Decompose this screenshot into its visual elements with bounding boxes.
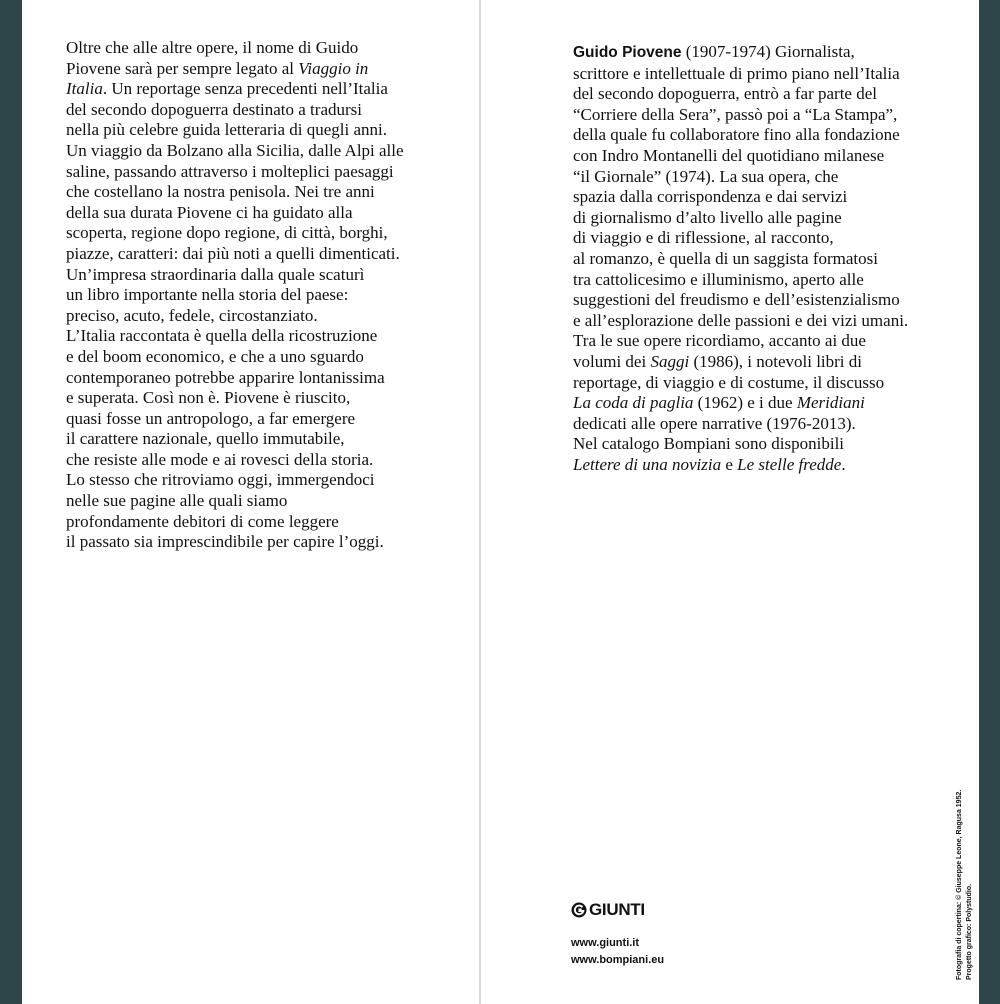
text-run: e xyxy=(721,454,738,474)
right-flap xyxy=(481,0,979,1004)
text-run: e all’esplorazione delle passioni e dei vizi umani. xyxy=(573,310,909,330)
text-line xyxy=(66,100,404,121)
italic-title: Saggi xyxy=(650,351,690,371)
text-run: piazze, caratteri: dai più noti a quelli dimenticati. xyxy=(66,243,400,263)
text-run: della sua durata Piovene ci ha guidato alla xyxy=(66,202,353,222)
text-line xyxy=(573,146,908,167)
italic-title: La coda di paglia xyxy=(573,393,694,413)
text-run: che resiste alle mode e ai rovesci della storia. xyxy=(66,449,374,469)
text-run: quasi fosse un antropologo, a far emergere xyxy=(66,408,356,428)
text-line xyxy=(66,429,404,450)
publisher-urls xyxy=(571,935,664,969)
text-line xyxy=(66,59,404,80)
text-line xyxy=(66,203,404,224)
text-line xyxy=(573,393,908,414)
text-line xyxy=(573,352,908,373)
text-run: scrittore e intellettuale di primo piano nell’Italia xyxy=(573,63,900,83)
text-line xyxy=(66,388,404,409)
text-run: (1986), i notevoli libri di xyxy=(689,351,863,371)
text-run: Lo stesso che ritroviamo oggi, immergendoci xyxy=(66,470,375,490)
text-line xyxy=(573,249,908,270)
text-line xyxy=(66,244,404,265)
text-run: del secondo dopoguerra, entrò a far parte del xyxy=(573,84,877,104)
text-run: Un’impresa straordinaria dalla quale scaturì xyxy=(66,264,365,284)
text-run: Nel catalogo Bompiani sono disponibili xyxy=(573,434,845,454)
italic-title: Viaggio in xyxy=(298,58,369,78)
text-line xyxy=(573,290,908,311)
text-line xyxy=(573,311,908,332)
text-line xyxy=(66,265,404,286)
text-run: dedicati alle opere narrative (1976-2013). xyxy=(573,413,856,433)
text-line xyxy=(66,141,404,162)
text-run: “Corriere della Sera”, passò poi a “La Stampa”, xyxy=(573,104,898,124)
text-run: profondamente debitori di come leggere xyxy=(66,511,339,531)
url-bompiani: www.bompiani.eu xyxy=(571,954,665,966)
author-name: Guido Piovene xyxy=(573,44,682,61)
left-flap xyxy=(22,0,479,1004)
text-line xyxy=(573,228,908,249)
text-run: di giornalismo d’alto livello alle pagine xyxy=(573,207,842,227)
text-line xyxy=(573,84,908,105)
text-line xyxy=(573,373,908,394)
text-line xyxy=(66,450,404,471)
text-run: . Un reportage senza precedenti nell’Italia xyxy=(102,79,388,99)
text-run: reportage, di viaggio e di costume, il discusso xyxy=(573,372,885,392)
text-run: Un viaggio da Bolzano alla Sicilia, dalle Alpi alle xyxy=(66,140,404,160)
text-run: Piovene sarà per sempre legato al xyxy=(66,58,299,78)
text-run: volumi dei xyxy=(573,351,651,371)
author-bio-text xyxy=(573,42,908,475)
text-line xyxy=(573,434,908,455)
graphic-design-credit: Progetto grafico: Polystudio. xyxy=(966,883,973,980)
italic-title: Meridiani xyxy=(796,393,865,413)
text-run: il passato sia imprescindibile per capire l’oggi. xyxy=(66,532,384,552)
text-line xyxy=(66,182,404,203)
text-run: (1962) e i due xyxy=(693,393,797,413)
text-run: con Indro Montanelli del quotidiano milanese xyxy=(573,145,885,165)
text-line xyxy=(66,285,404,306)
publisher-logo xyxy=(571,900,645,920)
text-run: L’Italia raccontata è quella della ricostruzione xyxy=(66,326,378,346)
text-line xyxy=(573,187,908,208)
text-run: . xyxy=(841,454,846,474)
text-run: suggestioni del freudismo e dell’esistenzialismo xyxy=(573,290,900,310)
cover-photo-credit: Fotografia di copertina: © Giuseppe Leone, Ragusa 1952. xyxy=(956,789,963,980)
text-line xyxy=(66,306,404,327)
text-run: (1907-1974) Giornalista, xyxy=(681,42,855,61)
text-line xyxy=(66,409,404,430)
text-run: e del boom economico, e che a uno sguardo xyxy=(66,346,364,366)
text-run: che costellano la nostra penisola. Nei tre anni xyxy=(66,182,375,202)
text-run: “il Giornale” (1974). La sua opera, che xyxy=(573,166,839,186)
text-run: il carattere nazionale, quello immutabile, xyxy=(66,429,345,449)
text-run: al romanzo, è quella di un saggista formatosi xyxy=(573,248,878,268)
text-line xyxy=(66,38,404,59)
text-run: nella più celebre guida letteraria di quegli anni. xyxy=(66,120,387,140)
text-line xyxy=(66,326,404,347)
text-line xyxy=(66,79,404,100)
giunti-g-logo-icon xyxy=(571,902,587,918)
text-line xyxy=(66,120,404,141)
text-run: Oltre che alle altre opere, il nome di Guido xyxy=(66,38,359,57)
text-line xyxy=(573,414,908,435)
left-blurb-text xyxy=(66,38,404,553)
text-run: saline, passando attraverso i molteplici paesaggi xyxy=(66,161,394,181)
text-run: della quale fu collaboratore fino alla fondazione xyxy=(573,125,900,145)
text-run: e superata. Così non è. Piovene è riuscito, xyxy=(66,388,351,408)
text-line xyxy=(66,512,404,533)
text-line xyxy=(573,64,908,85)
text-run: tra cattolicesimo e illuminismo, aperto alle xyxy=(573,269,864,289)
publisher-name: GIUNTI xyxy=(589,900,645,919)
text-run: spazia dalla corrispondenza e dai servizi xyxy=(573,187,848,207)
text-run: contemporaneo potrebbe apparire lontanissima xyxy=(66,367,385,387)
text-line xyxy=(573,455,908,476)
text-line xyxy=(66,470,404,491)
text-line xyxy=(573,42,908,64)
text-line xyxy=(66,368,404,389)
text-line xyxy=(573,331,908,352)
text-line xyxy=(66,491,404,512)
italic-title: Lettere di una novizia xyxy=(573,454,722,474)
text-run: del secondo dopoguerra destinato a tradursi xyxy=(66,99,362,119)
url-giunti: www.giunti.it xyxy=(571,937,640,949)
text-run: nelle sue pagine alle quali siamo xyxy=(66,491,288,511)
text-line xyxy=(66,162,404,183)
text-run: un libro importante nella storia del paese: xyxy=(66,285,349,305)
text-line xyxy=(66,223,404,244)
text-line xyxy=(573,208,908,229)
text-line xyxy=(573,167,908,188)
text-line xyxy=(66,532,404,553)
text-line xyxy=(573,125,908,146)
text-run: di viaggio e di riflessione, al racconto, xyxy=(573,228,834,248)
text-run: scoperta, regione dopo regione, di città, borghi, xyxy=(66,223,388,243)
text-line xyxy=(66,347,404,368)
text-line xyxy=(573,270,908,291)
text-run: Tra le sue opere ricordiamo, accanto ai due xyxy=(573,331,866,351)
photo-credits xyxy=(955,790,975,980)
italic-title: Le stelle fredde xyxy=(737,454,842,474)
text-run: preciso, acuto, fedele, circostanziato. xyxy=(66,305,318,325)
text-line xyxy=(573,105,908,126)
italic-title: Italia xyxy=(66,79,103,99)
